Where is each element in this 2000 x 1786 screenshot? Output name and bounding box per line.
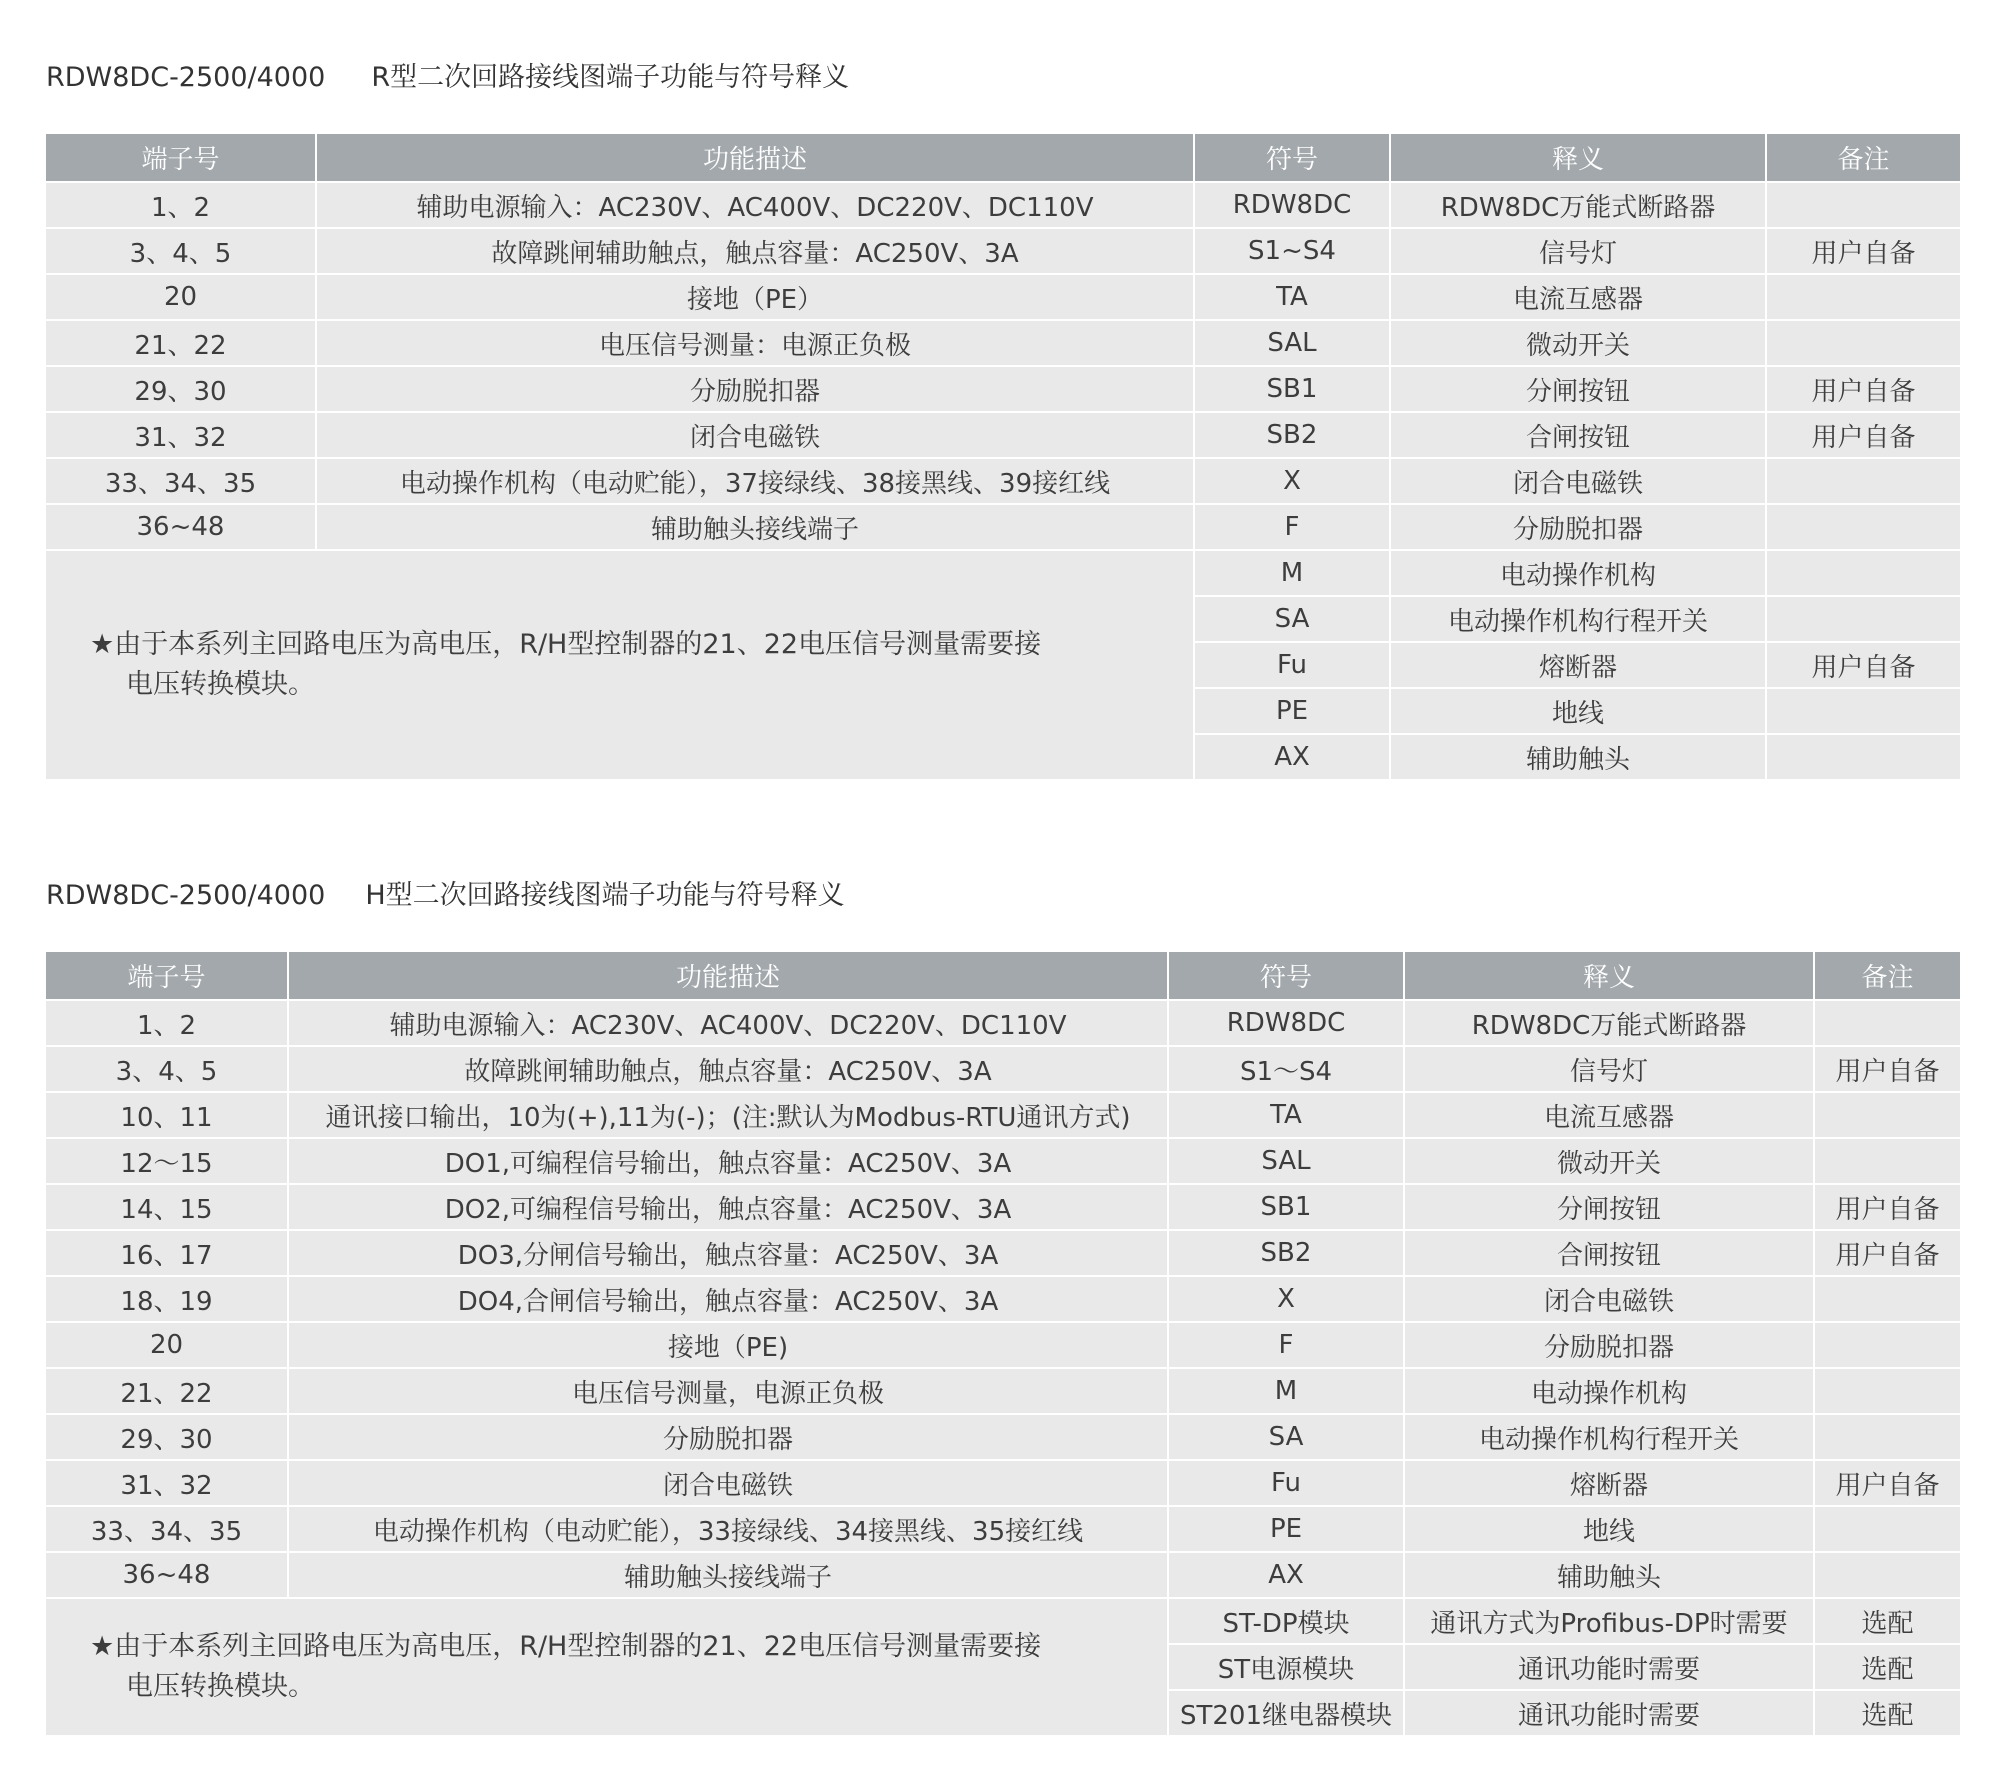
table-header-row: [46, 952, 1960, 1000]
meaning-cell: 分闸按钮: [1390, 366, 1766, 412]
table-row: [46, 228, 1960, 274]
table-row: [46, 458, 1960, 504]
function-cell: 电动操作机构（电动贮能），37接绿线、38接黑线、39接红线: [316, 458, 1194, 504]
terminal-cell: 21、22: [46, 320, 316, 366]
meaning-cell: RDW8DC万能式断路器: [1404, 1000, 1814, 1046]
function-cell: 闭合电磁铁: [288, 1460, 1168, 1506]
meaning-cell: 分闸按钮: [1404, 1184, 1814, 1230]
table-body: [46, 1000, 1960, 1736]
meaning-cell: 微动开关: [1390, 320, 1766, 366]
function-cell: 接地（PE）: [316, 274, 1194, 320]
function-cell: DO2,可编程信号输出，触点容量：AC250V、3A: [288, 1184, 1168, 1230]
table-row: [46, 1552, 1960, 1598]
table-row: [46, 320, 1960, 366]
meaning-cell: 通讯功能时需要: [1404, 1644, 1814, 1690]
symbol-cell: ST201继电器模块: [1168, 1690, 1404, 1736]
function-cell: 分励脱扣器: [288, 1414, 1168, 1460]
terminal-cell: 29、30: [46, 366, 316, 412]
table-row: [46, 1276, 1960, 1322]
meaning-cell: 信号灯: [1390, 228, 1766, 274]
remark-cell: [1766, 504, 1960, 550]
function-cell: 电压信号测量，电源正负极: [288, 1368, 1168, 1414]
remark-cell: 用户自备: [1814, 1230, 1960, 1276]
function-cell: 闭合电磁铁: [316, 412, 1194, 458]
symbol-cell: X: [1194, 458, 1390, 504]
terminal-cell: 18、19: [46, 1276, 288, 1322]
symbol-cell: TA: [1168, 1092, 1404, 1138]
table-row: [46, 274, 1960, 320]
symbol-cell: SB2: [1194, 412, 1390, 458]
symbol-cell: S1～S4: [1168, 1046, 1404, 1092]
table-row: [46, 1184, 1960, 1230]
table-body: [46, 182, 1960, 780]
section-title: [46, 58, 849, 98]
remark-cell: [1814, 1138, 1960, 1184]
remark-cell: [1814, 1092, 1960, 1138]
terminal-cell: 31、32: [46, 1460, 288, 1506]
table-row: [46, 1046, 1960, 1092]
table-row: [46, 1322, 1960, 1368]
function-cell: DO1,可编程信号输出，触点容量：AC250V、3A: [288, 1138, 1168, 1184]
section-heading: R型二次回路接线图端子功能与符号释义: [371, 62, 850, 93]
terminal-cell: 12～15: [46, 1138, 288, 1184]
remark-cell: [1766, 182, 1960, 228]
meaning-cell: RDW8DC万能式断路器: [1390, 182, 1766, 228]
function-cell: 故障跳闸辅助触点，触点容量：AC250V、3A: [316, 228, 1194, 274]
symbol-cell: SAL: [1168, 1138, 1404, 1184]
function-cell: DO3,分闸信号输出，触点容量：AC250V、3A: [288, 1230, 1168, 1276]
table-row: [46, 1230, 1960, 1276]
terminal-cell: 36~48: [46, 1552, 288, 1598]
terminal-cell: 31、32: [46, 412, 316, 458]
terminal-cell: 21、22: [46, 1368, 288, 1414]
footnote-cell: [46, 1598, 1168, 1736]
symbol-cell: M: [1168, 1368, 1404, 1414]
remark-cell: [1814, 1322, 1960, 1368]
function-cell: 接地（PE): [288, 1322, 1168, 1368]
header-meaning: 释义: [1390, 134, 1766, 182]
table-row: [46, 366, 1960, 412]
terminal-table: [46, 952, 1960, 1737]
terminal-cell: 20: [46, 274, 316, 320]
terminal-cell: 16、17: [46, 1230, 288, 1276]
terminal-cell: 3、4、5: [46, 228, 316, 274]
remark-cell: [1814, 1000, 1960, 1046]
symbol-cell: SB1: [1168, 1184, 1404, 1230]
footnote-line-1: ★由于本系列主回路电压为高电压，R/H型控制器的21、22电压信号测量需要接: [90, 629, 1042, 660]
section-title: [46, 876, 845, 916]
function-cell: 故障跳闸辅助触点，触点容量：AC250V、3A: [288, 1046, 1168, 1092]
function-cell: 通讯接口输出，10为(+),11为(-)；(注:默认为Modbus-RTU通讯方式): [288, 1092, 1168, 1138]
remark-cell: 用户自备: [1814, 1460, 1960, 1506]
header-symbol: 符号: [1168, 952, 1404, 1000]
meaning-cell: 通讯功能时需要: [1404, 1690, 1814, 1736]
remark-cell: [1766, 550, 1960, 596]
meaning-cell: 微动开关: [1404, 1138, 1814, 1184]
meaning-cell: 熔断器: [1390, 642, 1766, 688]
function-cell: 电压信号测量：电源正负极: [316, 320, 1194, 366]
symbol-cell: RDW8DC: [1168, 1000, 1404, 1046]
remark-cell: 选配: [1814, 1644, 1960, 1690]
footnote-line-1: ★由于本系列主回路电压为高电压，R/H型控制器的21、22电压信号测量需要接: [90, 1631, 1042, 1662]
remark-cell: [1766, 688, 1960, 734]
terminal-cell: 10、11: [46, 1092, 288, 1138]
remark-cell: [1766, 596, 1960, 642]
symbol-cell: SA: [1194, 596, 1390, 642]
table-row: [46, 1414, 1960, 1460]
meaning-cell: 地线: [1390, 688, 1766, 734]
function-cell: 电动操作机构（电动贮能），33接绿线、34接黑线、35接红线: [288, 1506, 1168, 1552]
terminal-cell: 33、34、35: [46, 1506, 288, 1552]
footnote-cell: [46, 550, 1194, 780]
symbol-cell: ST电源模块: [1168, 1644, 1404, 1690]
table-row: [46, 1000, 1960, 1046]
remark-cell: [1814, 1276, 1960, 1322]
function-cell: 辅助触头接线端子: [316, 504, 1194, 550]
meaning-cell: 电动操作机构行程开关: [1404, 1414, 1814, 1460]
header-function: 功能描述: [316, 134, 1194, 182]
terminal-cell: 14、15: [46, 1184, 288, 1230]
remark-cell: [1814, 1552, 1960, 1598]
terminal-cell: 3、4、5: [46, 1046, 288, 1092]
remark-cell: [1766, 320, 1960, 366]
terminal-cell: 36~48: [46, 504, 316, 550]
symbol-cell: F: [1194, 504, 1390, 550]
remark-cell: 用户自备: [1766, 228, 1960, 274]
table-row: [46, 1598, 1960, 1644]
meaning-cell: 分励脱扣器: [1390, 504, 1766, 550]
remark-cell: 用户自备: [1766, 412, 1960, 458]
terminal-cell: 1、2: [46, 1000, 288, 1046]
symbol-cell: M: [1194, 550, 1390, 596]
remark-cell: [1814, 1368, 1960, 1414]
table-row: [46, 412, 1960, 458]
symbol-cell: Fu: [1168, 1460, 1404, 1506]
terminal-cell: 33、34、35: [46, 458, 316, 504]
table-header-row: [46, 134, 1960, 182]
symbol-cell: PE: [1194, 688, 1390, 734]
symbol-cell: AX: [1168, 1552, 1404, 1598]
meaning-cell: 合闸按钮: [1390, 412, 1766, 458]
meaning-cell: 电流互感器: [1390, 274, 1766, 320]
symbol-cell: X: [1168, 1276, 1404, 1322]
remark-cell: 选配: [1814, 1598, 1960, 1644]
remark-cell: 用户自备: [1766, 366, 1960, 412]
footnote-line-2: 电压转换模块。: [126, 1671, 315, 1702]
symbol-cell: F: [1168, 1322, 1404, 1368]
meaning-cell: 辅助触头: [1390, 734, 1766, 780]
symbol-cell: SB2: [1168, 1230, 1404, 1276]
meaning-cell: 地线: [1404, 1506, 1814, 1552]
meaning-cell: 电动操作机构: [1404, 1368, 1814, 1414]
terminal-cell: 20: [46, 1322, 288, 1368]
symbol-cell: S1~S4: [1194, 228, 1390, 274]
function-cell: 辅助电源输入：AC230V、AC400V、DC220V、DC110V: [316, 182, 1194, 228]
table-row: [46, 1460, 1960, 1506]
model-number: RDW8DC-2500/4000: [46, 62, 326, 93]
remark-cell: [1766, 458, 1960, 504]
header-symbol: 符号: [1194, 134, 1390, 182]
meaning-cell: 通讯方式为Profibus-DP时需要: [1404, 1598, 1814, 1644]
symbol-cell: RDW8DC: [1194, 182, 1390, 228]
meaning-cell: 辅助触头: [1404, 1552, 1814, 1598]
symbol-cell: SA: [1168, 1414, 1404, 1460]
remark-cell: 用户自备: [1814, 1046, 1960, 1092]
table-row: [46, 1368, 1960, 1414]
remark-cell: 用户自备: [1814, 1184, 1960, 1230]
meaning-cell: 电动操作机构行程开关: [1390, 596, 1766, 642]
model-number: RDW8DC-2500/4000: [46, 880, 326, 911]
footnote-line-2: 电压转换模块。: [126, 669, 315, 700]
remark-cell: [1766, 734, 1960, 780]
header-remark: 备注: [1814, 952, 1960, 1000]
remark-cell: 选配: [1814, 1690, 1960, 1736]
header-terminal: 端子号: [46, 134, 316, 182]
terminal-cell: 29、30: [46, 1414, 288, 1460]
header-function: 功能描述: [288, 952, 1168, 1000]
symbol-cell: AX: [1194, 734, 1390, 780]
symbol-cell: SB1: [1194, 366, 1390, 412]
meaning-cell: 电流互感器: [1404, 1092, 1814, 1138]
function-cell: 辅助电源输入：AC230V、AC400V、DC220V、DC110V: [288, 1000, 1168, 1046]
symbol-cell: ST-DP模块: [1168, 1598, 1404, 1644]
meaning-cell: 熔断器: [1404, 1460, 1814, 1506]
function-cell: 分励脱扣器: [316, 366, 1194, 412]
remark-cell: 用户自备: [1766, 642, 1960, 688]
symbol-cell: SAL: [1194, 320, 1390, 366]
table-row: [46, 550, 1960, 596]
meaning-cell: 合闸按钮: [1404, 1230, 1814, 1276]
remark-cell: [1814, 1414, 1960, 1460]
table-row: [46, 504, 1960, 550]
meaning-cell: 分励脱扣器: [1404, 1322, 1814, 1368]
remark-cell: [1814, 1506, 1960, 1552]
meaning-cell: 信号灯: [1404, 1046, 1814, 1092]
meaning-cell: 闭合电磁铁: [1390, 458, 1766, 504]
meaning-cell: 闭合电磁铁: [1404, 1276, 1814, 1322]
table-row: [46, 1506, 1960, 1552]
meaning-cell: 电动操作机构: [1390, 550, 1766, 596]
symbol-cell: PE: [1168, 1506, 1404, 1552]
symbol-cell: Fu: [1194, 642, 1390, 688]
table-row: [46, 182, 1960, 228]
header-remark: 备注: [1766, 134, 1960, 182]
header-terminal: 端子号: [46, 952, 288, 1000]
table-row: [46, 1092, 1960, 1138]
header-meaning: 释义: [1404, 952, 1814, 1000]
section-heading: H型二次回路接线图端子功能与符号释义: [365, 880, 845, 911]
function-cell: 辅助触头接线端子: [288, 1552, 1168, 1598]
function-cell: DO4,合闸信号输出，触点容量：AC250V、3A: [288, 1276, 1168, 1322]
symbol-cell: TA: [1194, 274, 1390, 320]
remark-cell: [1766, 274, 1960, 320]
terminal-table: [46, 134, 1960, 781]
terminal-cell: 1、2: [46, 182, 316, 228]
table-row: [46, 1138, 1960, 1184]
